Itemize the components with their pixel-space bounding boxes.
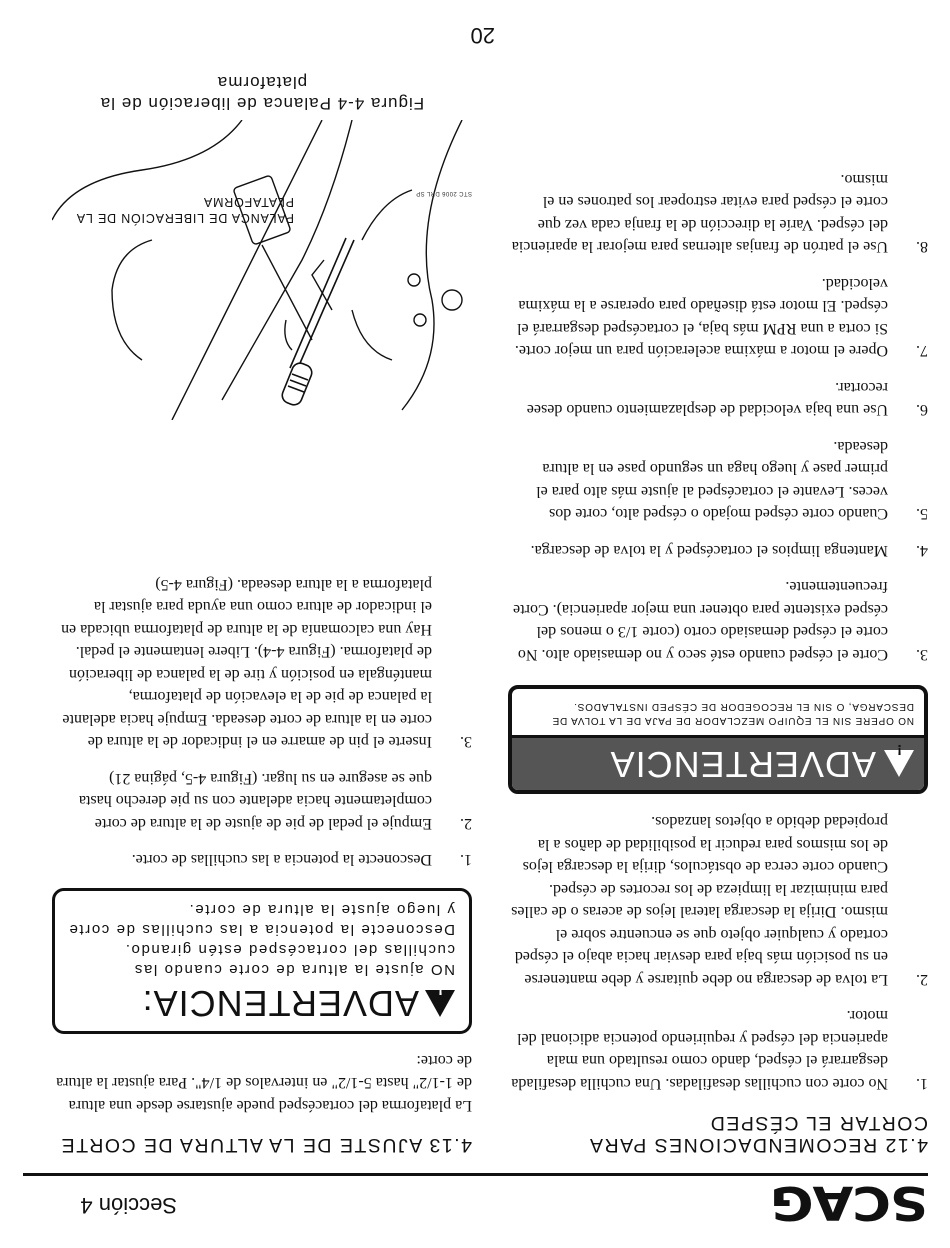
item-text: Cuando corte césped mojado o césped alto, corte dos veces. Levante el cortacésped al ajuste más alto para el primer pase y luego haga un segundo pase en la altura deseada. xyxy=(536,438,888,523)
release-lever xyxy=(280,238,354,407)
discharge-warning-box xyxy=(508,685,928,794)
header-rule xyxy=(23,1173,928,1176)
list-item xyxy=(508,435,928,525)
cut-height-steps xyxy=(52,573,472,871)
warning-header xyxy=(65,981,455,1025)
list-item xyxy=(52,767,472,835)
warning-title: ADVERTENCIA: xyxy=(141,983,419,1025)
item-text: Empuje el pedal de pie de ajuste de la altura de corte completamente hacia adelante con su pie derecho hasta que se asegure en su lugar. (Figura 4-5, página 21) xyxy=(78,770,432,832)
warning-triangle-icon: ! xyxy=(425,990,455,1017)
list-item xyxy=(508,376,928,421)
callout-leader-line xyxy=(262,245,312,340)
figure-callout-label: PALANCA DE LIBERACIÓN DE LA PLATAFORMA xyxy=(76,195,294,225)
warning-text: NO ajuste la altura de corte cuando las cuchillas del cortacésped estén girando. Desconecte la potencia a las cuchillas de corte y luego ajuste la altura de corte. xyxy=(67,901,455,979)
section-label: Sección 4 xyxy=(80,1193,177,1218)
deck-release-lever-illustration xyxy=(52,120,472,420)
list-item xyxy=(52,573,472,753)
item-number: 1. xyxy=(916,1075,928,1092)
item-number: 8. xyxy=(916,238,928,256)
warning-triangle-icon: ! xyxy=(884,751,914,778)
mowing-recommendations-column xyxy=(508,154,928,1157)
cut-height-column xyxy=(52,559,472,1157)
list-item xyxy=(52,848,472,871)
item-number: 1. xyxy=(460,851,472,869)
figure-code: STC 2006 DRL SP xyxy=(415,190,472,196)
item-number: 3. xyxy=(460,733,472,751)
section-4-12-heading: 4.12 RECOMENDACIONES PARA CORTAR EL CÉSPED xyxy=(589,1112,928,1156)
page-number: 20 xyxy=(470,23,495,48)
figure-caption: Figura 4-4 Palanca de liberación de la plataforma xyxy=(99,73,425,113)
item-text: Inserte el pin de amarre en el indicador de la altura de corte en la altura de corte deseada. Empuje hacia adelante la palanca de pie de la elevación de plataforma, manténgala en posición y tire de la palanca de liberación de plataforma. (Figura 4-4). Libere lentamente el pedal. Hay una calcomanía de la altura de plataforma ubicada en el indicador de altura como una ayuda para ajustar la plataforma a la altura deseada. (Figura 4-5) xyxy=(61,576,432,751)
item-text: Corte el césped cuando esté seco y no demasiado alto. No corte el césped demasiado corto (corte 1/3 o menos del césped existente para obtener una mejor apariencia). Corte frecuentemente. xyxy=(513,578,888,663)
item-number: 5. xyxy=(916,505,928,523)
item-text: Opere el motor a máxima aceleración para un mejor corte. Si corta a una RPM más baja, el cortacésped desgarrará el césped. El motor está diseñado para operarse a la máxima velocidad. xyxy=(514,275,888,360)
item-number: 7. xyxy=(916,342,928,360)
item-number: 3. xyxy=(916,646,928,663)
list-item xyxy=(508,168,928,258)
frame-edge xyxy=(402,120,462,410)
item-number: 2. xyxy=(916,971,928,988)
item-text: Desconecte la potencia a las cuchillas de corte. xyxy=(131,851,432,869)
item-number: 6. xyxy=(916,401,928,419)
cut-height-intro: La plataforma del cortacésped puede ajustarse desde una altura de 1-1/2" hasta 5-1/2" en intervalos de 1/4". Para ajustar la altura de corte: xyxy=(56,1052,472,1114)
warning-header xyxy=(512,735,924,790)
warning-title: ADVERTENCIA xyxy=(609,744,876,785)
item-text: Mantenga limpios el cortacésped y la tolva de descarga. xyxy=(530,542,888,559)
mowing-tips-list xyxy=(508,810,928,1094)
list-item xyxy=(508,575,928,665)
item-number: 2. xyxy=(460,815,472,832)
scag-logo: SCAG xyxy=(771,1176,928,1230)
list-item xyxy=(508,539,928,562)
list-item xyxy=(508,1004,928,1094)
cut-height-warning-box xyxy=(52,889,472,1035)
warning-text: NO OPERE SIN EL EQUIPO MEZCLADOR DE PAJA DE LA TOLVA DE DESCARGA, O SIN EL RECOGEDOR DE CÉSPED INSTALADOS. xyxy=(551,701,914,726)
item-number: 4. xyxy=(916,542,928,559)
frame-rail xyxy=(222,120,352,400)
item-text: Use el patrón de franjas alternas para mejorar la apariencia del césped. Varíe la dirección de la franja cada vez que corte el césped para evitar estropear los patrones en el mismo. xyxy=(511,171,888,256)
section-4-13-heading: 4.13 AJUSTE DE LA ALTURA DE CORTE xyxy=(60,1134,472,1156)
item-text: Use una baja velocidad de desplazamiento cuando desee recortar. xyxy=(526,379,888,419)
list-item xyxy=(508,272,928,362)
mowing-tips-list-continued xyxy=(508,168,928,666)
list-item xyxy=(508,810,928,990)
item-text: La tolva de descarga no debe quitarse y debe mantenerse en su posición más baja para desviar hacia abajo el césped cortado y cualquier objeto que se encuentre sobre el mismo. Dirija la descarga lateral lejos de aceras o de calles para minimizar la limpieza de los recortes de césped. Cuando corte cerca de obstáculos, dirija la descarga lejos de los mismos para reducir la posibilidad de daños a la propiedad debido a objetos lanzados. xyxy=(511,813,888,988)
item-text: No corte con cuchillas desafiladas. Una cuchilla desafilada desgarrará el césped, dando como resultado una mala apariencia del césped y requiriendo potencia adicional del motor. xyxy=(511,1007,888,1092)
